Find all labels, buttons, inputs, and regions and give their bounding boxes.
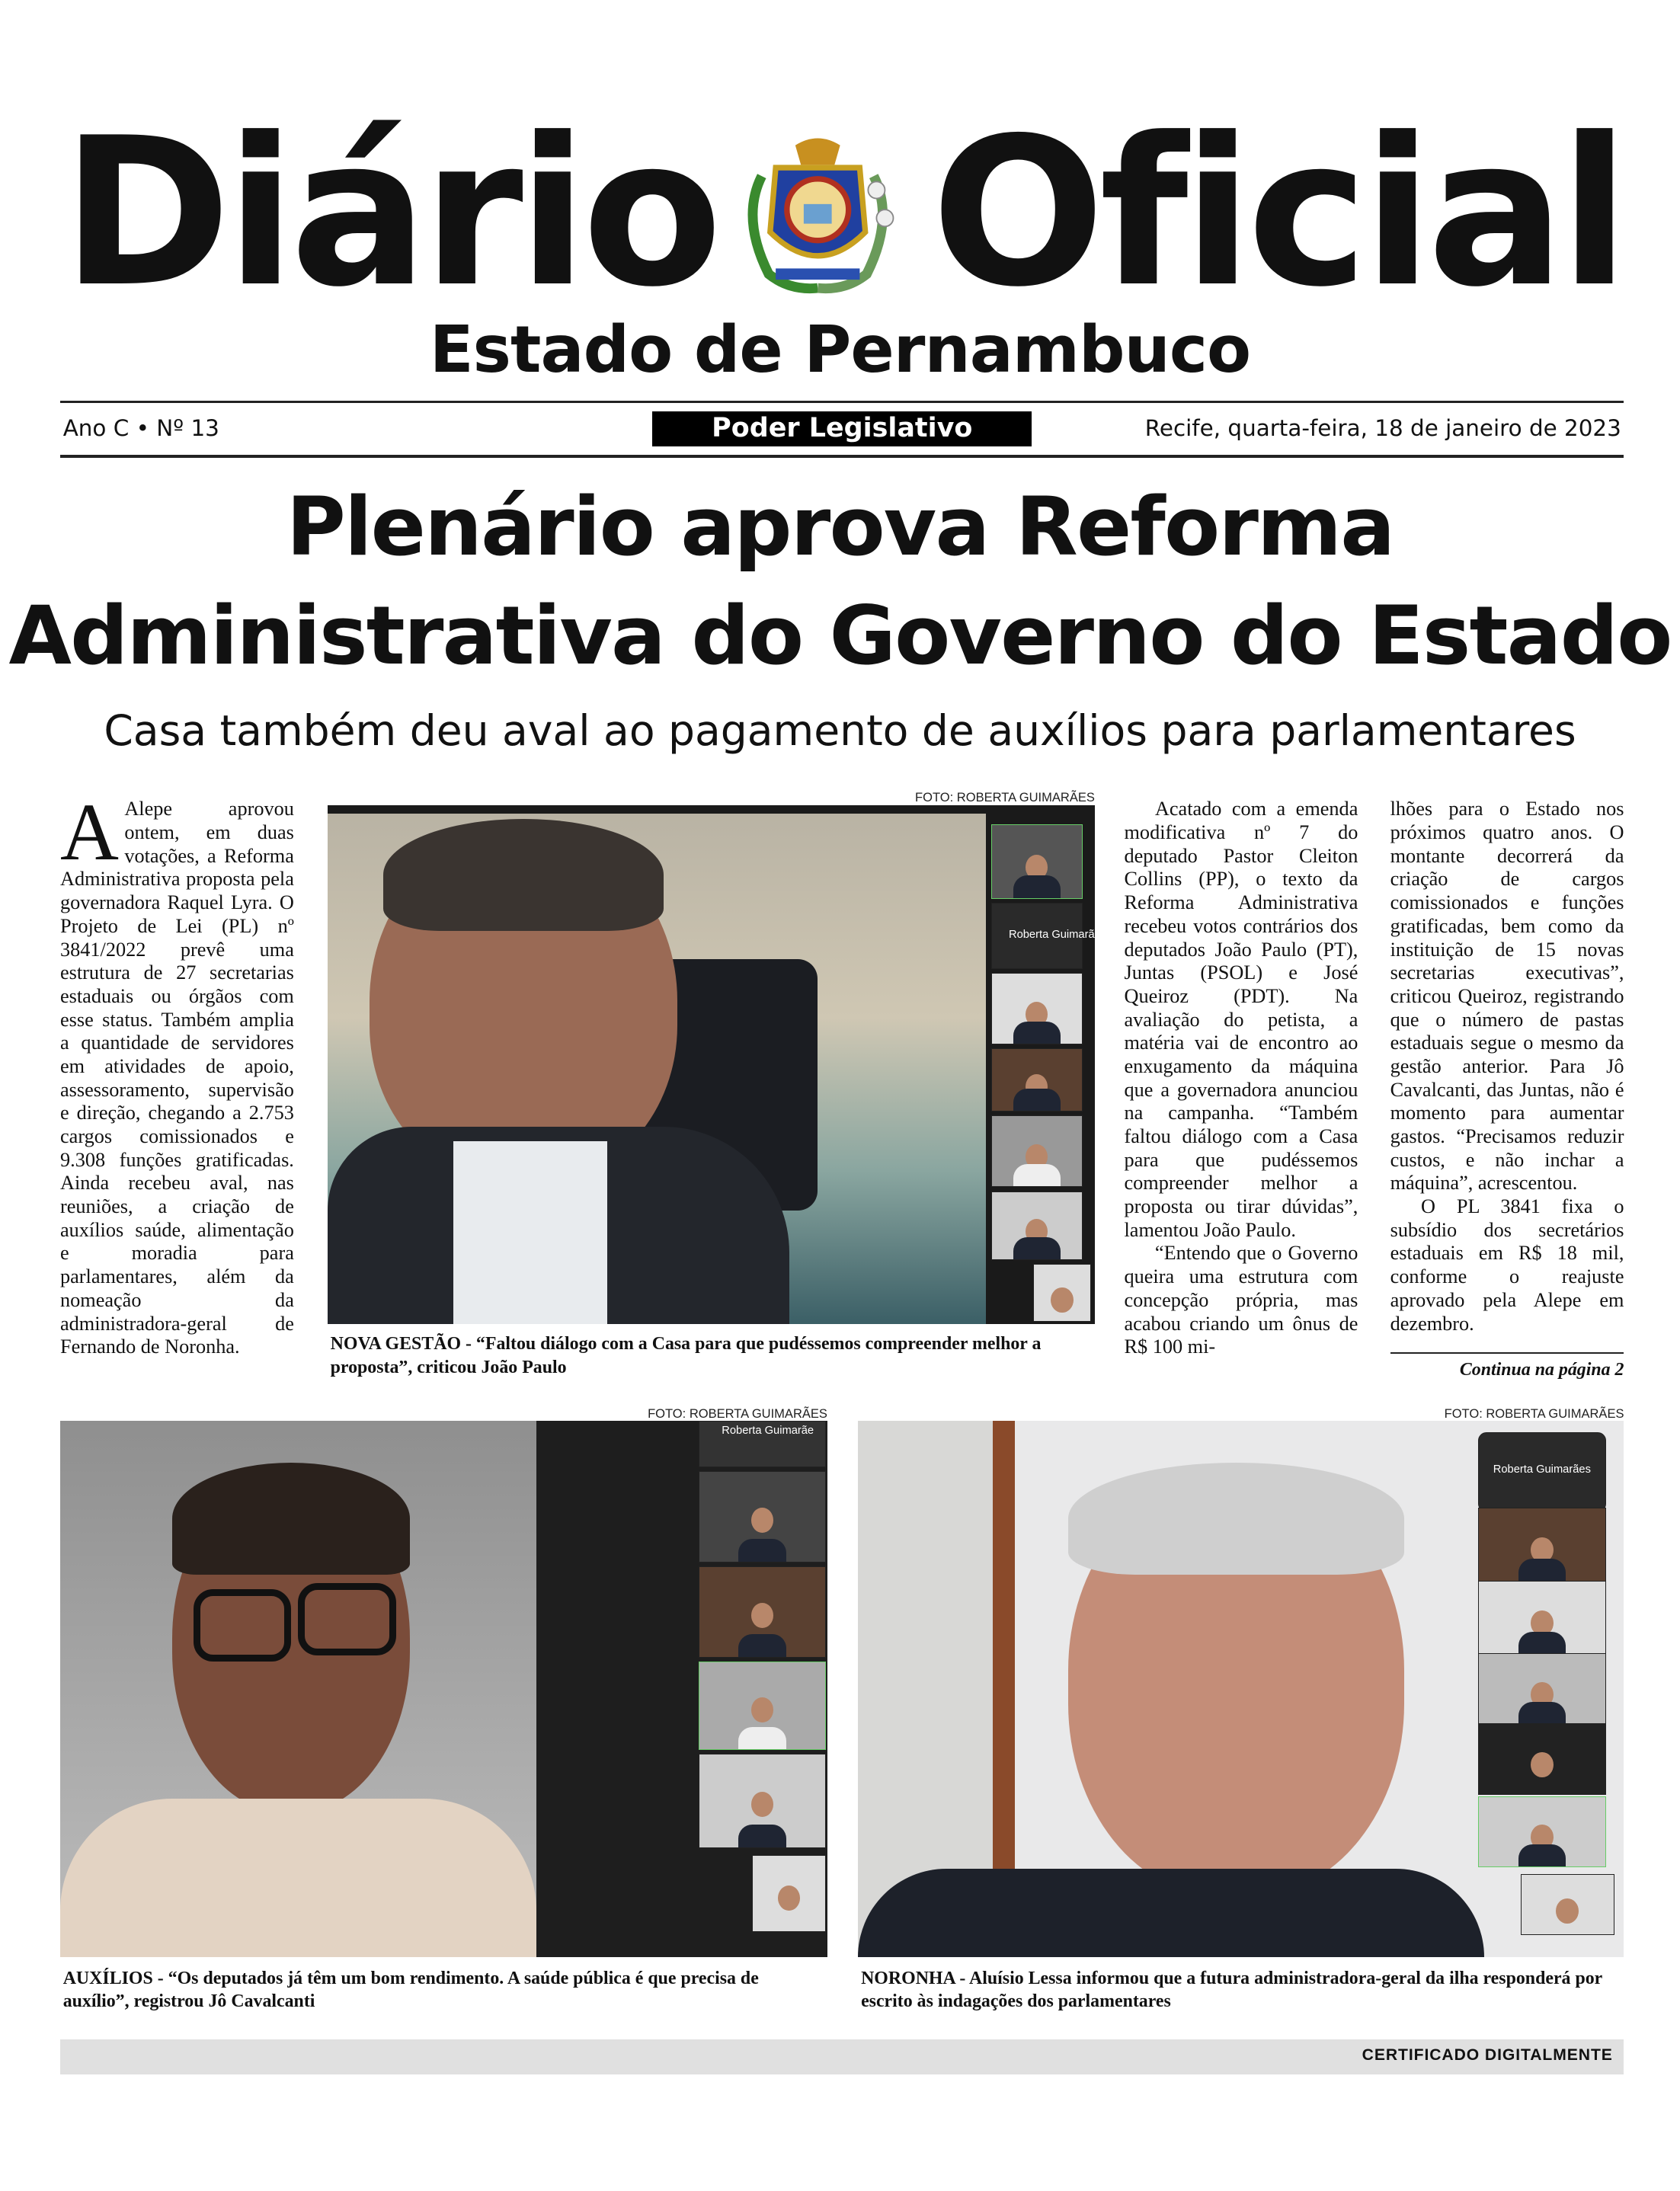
caption-text: “Faltou diálogo com a Casa para que pudéssemos compreender melhor a proposta”, criticou João Paulo [330,1334,1042,1377]
photo-credit: FOTO: ROBERTA GUIMARÃES [1444,1406,1624,1421]
article-paragraph: lhões para o Estado nos próximos quatro anos. O montante decorrerá da criação de cargos comissionados e funções gratificadas, bem como da instituição de 15 novas secretarias executivas”, criticou Queiroz, registrando que o número de pastas estaduais segue o mesmo da gestão anterior. Para Jô Cavalcanti, das Juntas, não é momento para aumentar gastos. “Precisamos reduzir custos, e não inchar a máquina”, acrescentou. [1390,798,1624,1195]
photo-credit: FOTO: ROBERTA GUIMARÃES [648,1406,827,1421]
caption-lead: NOVA GESTÃO - [330,1334,476,1355]
state-name: Estado de Pernambuco [429,312,1251,387]
article-paragraph: “Entendo que o Governo queira uma estrutura com concepção própria, mas acabou criando um ônus de R$ 100 mi- [1124,1242,1358,1358]
headline-line-2: Administrativa do Governo do Estado [8,589,1672,684]
photo-video-call-joao-paulo [328,805,1101,1325]
subheadline: Casa também deu aval ao pagamento de auxílios para parlamentares [104,705,1576,755]
article-column-4 [1390,798,1624,1335]
participant-name-label: Roberta Guimarães [1493,1463,1591,1476]
drop-cap: A [60,788,119,878]
headline-line-1: Plenário aprova Reforma [286,480,1394,575]
caption-text: “Os deputados já têm um bom rendimento. A saúde pública é que precisa de auxílio”, registrou Jô Cavalcanti [62,1968,759,2011]
participant-name-label: Roberta Guimarãe [722,1424,814,1437]
masthead-title-right: Oficial [931,94,1624,333]
photo-video-call-jo-cavalcanti [60,1421,827,1957]
participant-name-label: Roberta Guimarãe [1008,929,1101,942]
article-column-1 [60,788,294,1359]
continues-link[interactable]: Continua na página 2 [1459,1360,1624,1380]
photo-caption [331,1332,1059,1379]
coat-of-arms-icon [734,134,902,299]
divider [60,401,1624,404]
article-text: Alepe aprovou ontem, em duas votações, a Reforma Administrativa proposta pela governadora Raquel Lyra. O Projeto de Lei (PL) nº 3841/2022 prevê uma estrutura de 27 secretarias estaduais ou órgãos com esse status. Também amplia a quantidade de servidores em atividades de apoio, assessoramento, supervisão e direção, chegando a 2.753 cargos comissionados e 9.308 funções gratificadas. Ainda recebeu aval, nas reuniões, a criação de auxílios saúde, alimentação e moradia para parlamentares, além da nomeação da administradora-geral de Fernando de Noronha. [60,798,294,1358]
masthead-title-left: Diário [61,94,717,333]
article-paragraph: Acatado com a emenda modificativa nº 7 do deputado Pastor Cleiton Collins (PP), o texto da Reforma Administrativa recebeu votos contrários dos deputados João Paulo (PT), Juntas (PSOL) e José Queiroz (PDT). Na avaliação do petista, a matéria vai de encontro ao enxugamento da máquina que a governadora anunciou na campanha. “Também faltou diálogo com a Casa para que pudéssemos compreender melhor a proposta ou tirar dúvidas”, lamentou João Paulo. [1124,798,1358,1241]
caption-lead: NORONHA - [861,1968,969,1988]
photo-credit: FOTO: ROBERTA GUIMARÃES [915,790,1095,805]
edition-number: Ano C • Nº 13 [62,415,219,442]
photo-caption [63,1967,819,2013]
article-column-3 [1125,798,1358,1359]
caption-text: Aluísio Lessa informou que a futura administradora-geral da ilha responderá por escrito às indagações dos parlamentares [861,1968,1602,2011]
divider [1390,1352,1624,1354]
photo-video-call-aluisio-lessa [858,1421,1624,1957]
photo-caption [861,1967,1617,2013]
section-label: Poder Legislativo [652,411,1032,446]
digital-certification-label: CERTIFICADO DIGITALMENTE [1362,2046,1613,2065]
footer-bar [60,2039,1624,2074]
article-paragraph: O PL 3841 fixa o subsídio dos secretários estaduais em R$ 18 mil, conforme o reajuste aprovado pela Alepe em dezembro. [1390,1195,1624,1335]
publication-date: Recife, quarta-feira, 18 de janeiro de 2023 [1144,415,1621,442]
caption-lead: AUXÍLIOS - [62,1968,168,1988]
divider [60,455,1624,458]
headline [0,473,1680,692]
